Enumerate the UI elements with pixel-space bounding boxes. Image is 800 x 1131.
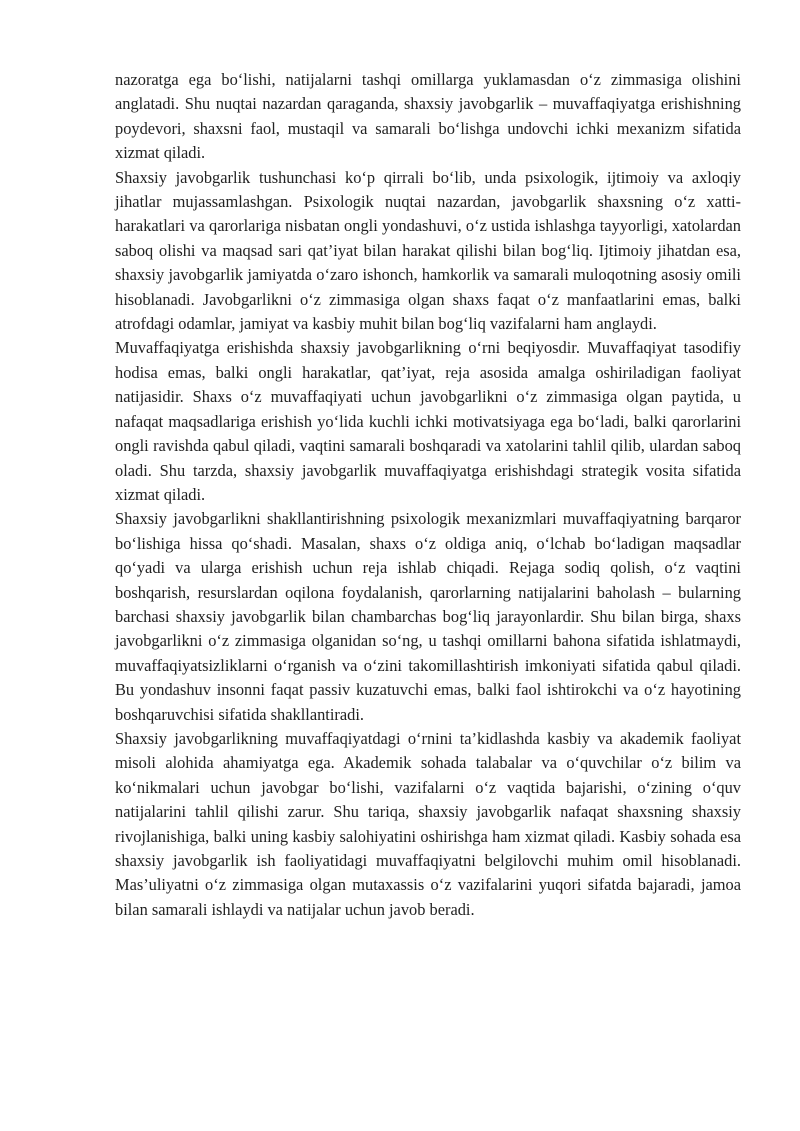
paragraph-3: Muvaffaqiyatga erishishda shaxsiy javobgarlikning o‘rni beqiyosdir. Muvaffaqiyat tasodifiy hodisa emas, balki ongli harakatlar, qat’iyat, reja asosida amalga oshiriladigan faoliyat natijasidir. Shaxs o‘z muvaffaqiyati uchun javobgarlikni o‘z zimmasiga olgan paytida, u nafaqat maqsadlariga erishish yo‘lida kuchli ichki motivatsiyaga ega bo‘ladi, balki qarorlarini ongli ravishda qabul qiladi, vaqtini samarali boshqaradi va xatolarini tahlil qilib, ulardan saboq oladi. Shu tarzda, shaxsiy javobgarlik muvaffaqiyatga erishishdagi strategik vosita sifatida xizmat qiladi. <box>115 338 741 504</box>
document-page <box>115 68 741 922</box>
paragraph-1: nazoratga ega bo‘lishi, natijalarni tashqi omillarga yuklamasdan o‘z zimmasiga olishini anglatadi. Shu nuqtai nazardan qaraganda, shaxsiy javobgarlik – muvaffaqiyatga erishishning poydevori, shaxsni faol, mustaqil va samarali bo‘lishga undovchi ichki mexanizm sifatida xizmat qiladi. <box>115 70 741 163</box>
paragraph-5: Shaxsiy javobgarlikning muvaffaqiyatdagi o‘rnini ta’kidlashda kasbiy va akademik faoliyat misoli alohida ahamiyatga ega. Akademik sohada talabalar va o‘quvchilar o‘z bilim va ko‘nikmalari uchun javobgar bo‘lishi, vazifalarni o‘z vaqtida bajarishi, o‘zining o‘quv natijalarini tahlil qilishi zarur. Shu tariqa, shaxsiy javobgarlik nafaqat shaxsning shaxsiy rivojlanishiga, balki uning kasbiy salohiyatini oshirishga ham xizmat qiladi. Kasbiy sohada esa shaxsiy javobgarlik ish faoliyatidagi muvaffaqiyatni belgilovchi muhim omil hisoblanadi. Mas’uliyatni o‘z zimmasiga olgan mutaxassis o‘z vazifalarini yuqori sifatda bajaradi, jamoa bilan samarali ishlaydi va natijalar uchun javob beradi. <box>115 728 741 919</box>
paragraph-2: Shaxsiy javobgarlik tushunchasi ko‘p qirrali bo‘lib, unda psixologik, ijtimoiy va axloqiy jihatlar mujassamlashgan. Psixologik nuqtai nazardan, javobgarlik shaxsning o‘z xatti-harakatlari va qarorlariga nisbatan ongli yondashuvi, o‘z ustida ishlashga tayyorligi, xatolardan saboq olishi va maqsad sari qat’iyat bilan harakat qilishi bilan bog‘liq. Ijtimoiy jihatdan esa, shaxsiy javobgarlik jamiyatda o‘zaro ishonch, hamkorlik va samarali muloqotning asosiy omili hisoblanadi. Javobgarlikni o‘z zimmasiga olgan shaxs faqat o‘z manfaatlarini emas, balki atrofdagi odamlar, jamiyat va kasbiy muhit bilan bog‘liq vazifalarni ham anglaydi. <box>115 167 741 334</box>
paragraph-4: Shaxsiy javobgarlikni shakllantirishning psixologik mexanizmlari muvaffaqiyatning barqaror bo‘lishiga hissa qo‘shadi. Masalan, shaxs o‘z oldiga aniq, o‘lchab bo‘ladigan maqsadlar qo‘yadi va ularga erishish uchun reja ishlab chiqadi. Rejaga sodiq qolish, o‘z vaqtini boshqarish, resurslardan oqilona foydalanish, qarorlarning natijalarini baholash – bularning barchasi shaxsiy javobgarlik bilan chambarchas bog‘liq jarayonlardir. Shu bilan birga, shaxs javobgarlikni o‘z zimmasiga olganidan so‘ng, u tashqi omillarni bahona sifatida ishlatmaydi, muvaffaqiyatsizliklarni o‘rganish va o‘zini takomillashtirish imkoniyati sifatida qabul qiladi. Bu yondashuv insonni faqat passiv kuzatuvchi emas, balki faol ishtirokchi va o‘z hayotining boshqaruvchisi sifatida shakllantiradi. <box>115 509 741 724</box>
